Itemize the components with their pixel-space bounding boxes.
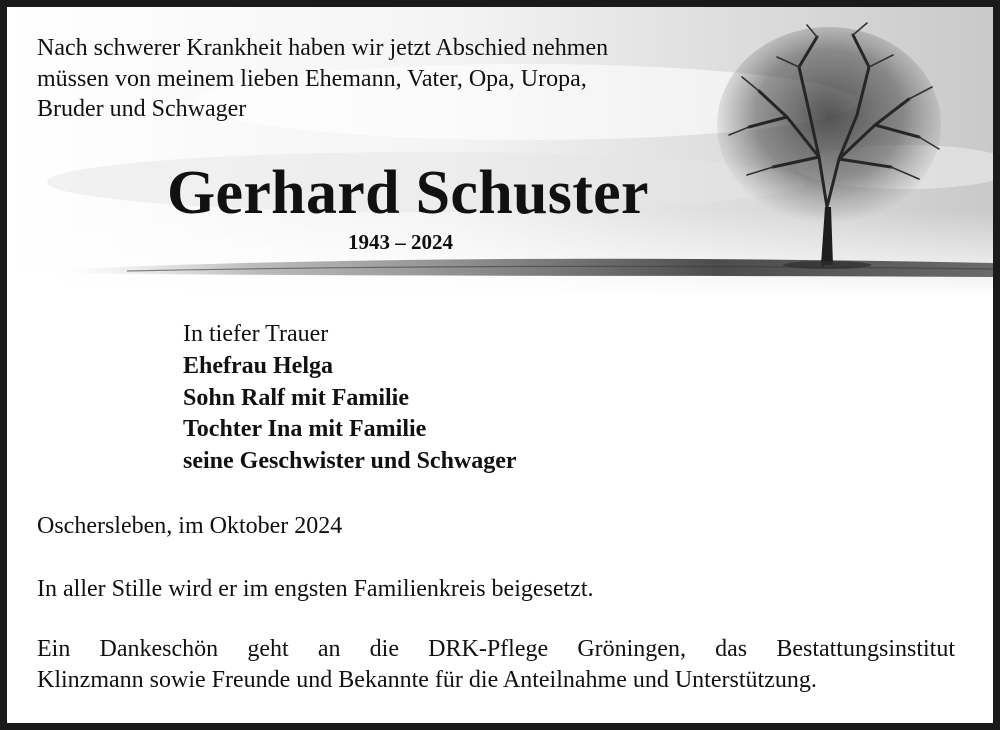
intro-line: müssen von meinem lieben Ehemann, Vater, Opa, Uropa, — [37, 65, 587, 92]
mourners-block — [183, 319, 517, 478]
intro-line: Nach schwerer Krankheit haben wir jetzt Abschied nehmen — [37, 35, 609, 61]
mourners-lead: In tiefer Trauer — [183, 321, 329, 347]
intro-text — [37, 33, 608, 125]
life-dates: 1943 – 2024 — [348, 230, 453, 254]
thanks-note — [37, 634, 955, 696]
mourner-name: seine Geschwister und Schwager — [183, 448, 517, 475]
deceased-name: Gerhard Schuster — [167, 159, 649, 227]
mourner-name: Sohn Ralf mit Familie — [183, 384, 409, 411]
thanks-line: Ein Dankeschön geht an die DRK-Pflege Gröningen, das Bestattungsinstitut — [37, 636, 955, 662]
intro-line: Bruder und Schwager — [37, 96, 247, 122]
mourner-name: Ehefrau Helga — [183, 352, 333, 379]
thanks-line: Klinzmann sowie Freunde und Bekannte für die Anteilnahme und Unterstützung. — [37, 667, 817, 693]
place-date: Oschersleben, im Oktober 2024 — [37, 513, 343, 539]
mourner-name: Tochter Ina mit Familie — [183, 416, 427, 443]
burial-note: In aller Stille wird er im engsten Familienkreis beigesetzt. — [37, 576, 594, 602]
